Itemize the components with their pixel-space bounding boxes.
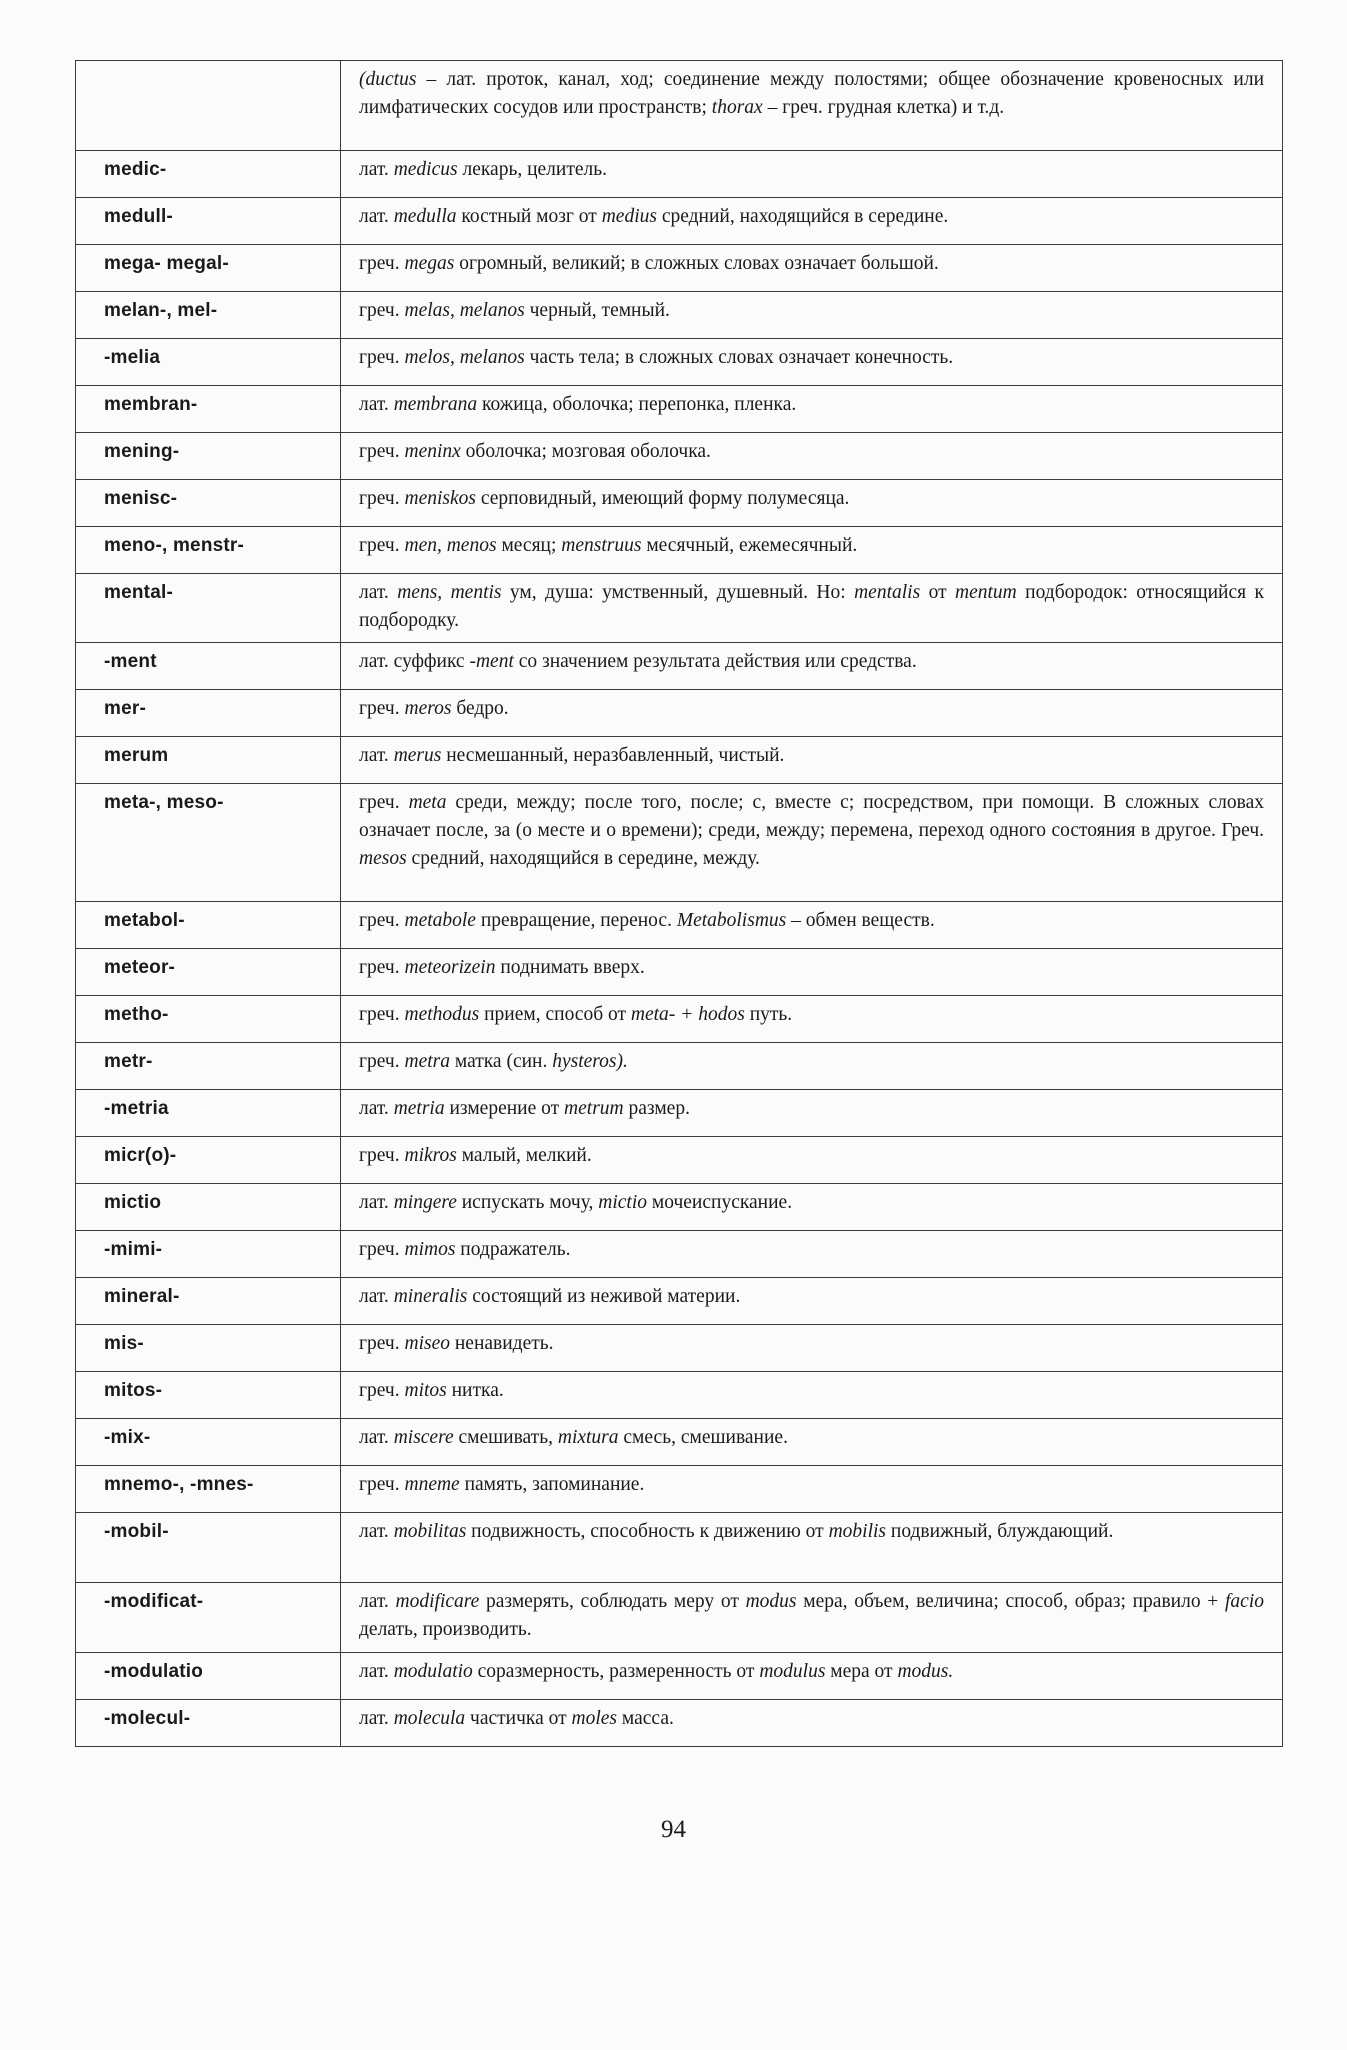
definition-text: месяц; [496,535,562,556]
glossary-row [76,1372,1283,1419]
definition-text: – лат. проток, канал, ход; соединение между полостями; общее обозначение кровеносных или лимфатических сосудов или пространств; [359,69,1264,118]
definition-text: средний, находящийся в середине, между. [406,848,760,869]
definition-italic-term: melos, melanos [404,347,525,368]
glossary-row [76,433,1283,480]
definition-text: размер. [623,1098,690,1119]
definition-text: средний, находящийся в середине. [656,206,949,227]
definition-italic-term: mens, mentis [397,582,502,603]
entry-definition [341,1231,1283,1278]
definition-italic-term: medulla [393,206,457,227]
definition-text: лат. [359,1591,396,1612]
entry-term: -melia [76,339,341,386]
entry-term: mis- [76,1325,341,1372]
entry-definition [341,61,1283,151]
glossary-row [76,1700,1283,1747]
entry-term [76,61,341,151]
entry-term: medic- [76,151,341,198]
entry-definition [341,1700,1283,1747]
glossary-row [76,245,1283,292]
definition-text: месячный, ежемесячный. [641,535,858,556]
definition-text: греч. [359,1333,405,1354]
definition-italic-term: medius [601,206,657,227]
entry-term: mer- [76,690,341,737]
definition-text: память, запоминание. [459,1474,645,1495]
definition-text: греч. [359,535,405,556]
definition-italic-term: meniskos [404,488,476,509]
definition-text: путь. [744,1004,793,1025]
definition-text: лат. [359,1286,394,1307]
entry-definition [341,1583,1283,1653]
definition-text: лат. [359,1427,394,1448]
glossary-row [76,1278,1283,1325]
entry-definition [341,949,1283,996]
glossary-row [76,339,1283,386]
glossary-body [76,61,1283,1747]
definition-text: греч. [359,488,405,509]
glossary-row [76,1583,1283,1653]
definition-text: со значением результата действия или средства. [513,651,917,672]
definition-italic-term: mobilitas [393,1521,467,1542]
definition-text: лат. [359,1661,394,1682]
definition-text: мера, объем, величина; способ, образ; правило + [796,1591,1225,1612]
definition-italic-term: mneme [404,1474,460,1495]
entry-definition [341,198,1283,245]
entry-term: mening- [76,433,341,480]
definition-italic-term: meros [404,698,452,719]
glossary-row [76,574,1283,643]
glossary-row [76,996,1283,1043]
glossary-row [76,1419,1283,1466]
entry-definition [341,574,1283,643]
entry-term: -mimi- [76,1231,341,1278]
entry-term: meno-, menstr- [76,527,341,574]
entry-term: mineral- [76,1278,341,1325]
definition-text: масса. [617,1708,674,1729]
definition-italic-term: medicus [393,159,458,180]
page-number: 94 [661,1816,686,1843]
definition-text: делать, производить. [359,1619,532,1640]
definition-text: несмешанный, неразбавленный, чистый. [441,745,785,766]
definition-text: размерять, соблюдать меру от [479,1591,746,1612]
definition-text: лат. [359,1521,394,1542]
definition-text: состоящий из неживой материи. [467,1286,741,1307]
definition-italic-term: Metabolismus [676,910,787,931]
definition-text: испускать мочу, [456,1192,599,1213]
entry-term: metabol- [76,902,341,949]
definition-italic-term: merus [393,745,442,766]
definition-italic-term: metra [404,1051,450,1072]
definition-text: подвижный, блуждающий. [886,1521,1114,1542]
entry-term: -modificat- [76,1583,341,1653]
entry-definition [341,643,1283,690]
definition-italic-term: mobilis [828,1521,887,1542]
entry-definition [341,339,1283,386]
definition-text: греч. [359,1145,405,1166]
glossary-row [76,1513,1283,1583]
definition-italic-term: modulatio [393,1661,473,1682]
definition-italic-term: modificare [395,1591,480,1612]
glossary-row [76,151,1283,198]
definition-text: смесь, смешивание. [618,1427,788,1448]
definition-text: измерение от [444,1098,565,1119]
entry-definition [341,292,1283,339]
definition-italic-term: thorax [711,97,763,118]
entry-definition [341,151,1283,198]
entry-term: membran- [76,386,341,433]
entry-definition [341,245,1283,292]
definition-italic-term: miscere [393,1427,454,1448]
definition-text: лат. [359,745,394,766]
definition-text: мочеиспускание. [647,1192,793,1213]
glossary-row [76,480,1283,527]
entry-term: menisc- [76,480,341,527]
definition-italic-term: melas, melanos [404,300,525,321]
definition-italic-term: -ment [469,651,514,672]
definition-text: лекарь, целитель. [457,159,608,180]
definition-italic-term: meteorizein [404,957,496,978]
definition-italic-term: methodus [404,1004,480,1025]
definition-italic-term: facio [1225,1591,1264,1612]
glossary-table [75,60,1283,1747]
glossary-row [76,949,1283,996]
glossary-row [76,1325,1283,1372]
definition-text: греч. [359,1004,405,1025]
glossary-row [76,784,1283,902]
glossary-row [76,643,1283,690]
entry-term: metr- [76,1043,341,1090]
definition-text: подбородок: относящийся к подбородку. [359,582,1264,631]
entry-definition [341,1513,1283,1583]
definition-text: лат. [359,394,394,415]
definition-text: греч. [359,910,405,931]
definition-text: огромный, великий; в сложных словах означает большой. [454,253,939,274]
definition-italic-term: meta- + hodos [630,1004,745,1025]
definition-italic-term: miseo [404,1333,450,1354]
entry-definition [341,1372,1283,1419]
entry-term: -ment [76,643,341,690]
entry-definition [341,433,1283,480]
definition-italic-term: mentum [955,582,1017,603]
definition-text: греч. [359,792,409,813]
glossary-row [76,527,1283,574]
entry-term: micr(o)- [76,1137,341,1184]
definition-italic-term: mitos [404,1380,447,1401]
glossary-row [76,1090,1283,1137]
definition-text: мера от [825,1661,898,1682]
glossary-row [76,690,1283,737]
definition-text: часть тела; в сложных словах означает конечность. [524,347,954,368]
glossary-row [76,1137,1283,1184]
definition-italic-term: hysteros). [552,1051,628,1072]
definition-text: греч. [359,698,405,719]
definition-italic-term: molecula [393,1708,466,1729]
definition-italic-term: mimos [404,1239,456,1260]
entry-definition [341,1325,1283,1372]
glossary-row [76,1043,1283,1090]
definition-text: греч. [359,1474,405,1495]
definition-text: лат. [359,1708,394,1729]
entry-definition [341,386,1283,433]
entry-term: -mix- [76,1419,341,1466]
definition-italic-term: mikros [404,1145,457,1166]
definition-text: бедро. [451,698,509,719]
entry-term: metho- [76,996,341,1043]
definition-text: смешивать, [453,1427,558,1448]
definition-text: от [920,582,956,603]
entry-term: mictio [76,1184,341,1231]
glossary-row [76,1466,1283,1513]
definition-text: среди, между; после того, после; с, вместе с; посредством, при помощи. В сложных словах означает после, за (о месте и о времени); среди, между; перемена, переход одного состояния в другое. Греч. [359,792,1264,841]
definition-text: подвижность, способность к движению от [466,1521,829,1542]
definition-italic-term: mineralis [393,1286,468,1307]
entry-definition [341,1137,1283,1184]
entry-term: mitos- [76,1372,341,1419]
definition-text: черный, темный. [524,300,670,321]
glossary-row [76,1231,1283,1278]
entry-term: -molecul- [76,1700,341,1747]
glossary-row [76,198,1283,245]
entry-definition [341,1466,1283,1513]
definition-text: греч. [359,957,405,978]
definition-text: греч. [359,1380,405,1401]
definition-text: лат. [359,1192,394,1213]
entry-definition [341,1278,1283,1325]
entry-term: -metria [76,1090,341,1137]
entry-term: mnemo-, -mnes- [76,1466,341,1513]
definition-text: лат. [359,582,398,603]
definition-text: – обмен веществ. [786,910,935,931]
definition-italic-term: moles [571,1708,618,1729]
entry-term: meta-, meso- [76,784,341,902]
definition-text: частичка от [465,1708,572,1729]
definition-text: кожица, оболочка; перепонка, пленка. [477,394,797,415]
entry-definition [341,1043,1283,1090]
definition-italic-term: (ductus [359,69,417,90]
definition-italic-term: membrana [393,394,478,415]
definition-text: превращение, перенос. [475,910,677,931]
definition-text: лат. [359,1098,394,1119]
definition-text: греч. [359,441,405,462]
definition-italic-term: metabole [404,910,476,931]
definition-text: греч. [359,347,405,368]
definition-text: лат. [359,159,394,180]
definition-text: поднимать вверх. [495,957,645,978]
entry-definition [341,996,1283,1043]
definition-italic-term: mentalis [854,582,921,603]
definition-italic-term: modus. [897,1661,954,1682]
definition-text: нитка. [446,1380,504,1401]
entry-term: -modulatio [76,1653,341,1700]
definition-italic-term: mesos [359,848,407,869]
definition-italic-term: menstruus [561,535,642,556]
definition-text: костный мозг от [456,206,602,227]
definition-text: лат. [359,206,394,227]
entry-definition [341,527,1283,574]
definition-italic-term: mingere [393,1192,457,1213]
definition-text: лат. суффикс [359,651,470,672]
entry-definition [341,737,1283,784]
definition-text: соразмерность, размеренность от [472,1661,760,1682]
glossary-row [76,902,1283,949]
definition-text: ненавидеть. [449,1333,554,1354]
entry-definition [341,784,1283,902]
entry-term: -mobil- [76,1513,341,1583]
entry-definition [341,1184,1283,1231]
definition-text: малый, мелкий. [456,1145,592,1166]
definition-italic-term: metrum [564,1098,624,1119]
definition-italic-term: modus [745,1591,797,1612]
entry-term: meteor- [76,949,341,996]
glossary-row [76,61,1283,151]
definition-text: серповидный, имеющий форму полумесяца. [475,488,850,509]
glossary-row [76,1184,1283,1231]
definition-italic-term: metria [393,1098,445,1119]
definition-text: подражатель. [455,1239,571,1260]
definition-italic-term: men, menos [404,535,497,556]
definition-text: матка (син. [449,1051,553,1072]
definition-text: греч. [359,300,405,321]
entry-term: merum [76,737,341,784]
entry-term: mental- [76,574,341,643]
definition-text: оболочка; мозговая оболочка. [460,441,711,462]
definition-italic-term: meninx [404,441,461,462]
entry-term: melan-, mel- [76,292,341,339]
entry-term: mega- megal- [76,245,341,292]
definition-text: – греч. грудная клетка) и т.д. [762,97,1005,118]
definition-text: ум, душа: умственный, душевный. Но: [501,582,855,603]
entry-definition [341,902,1283,949]
definition-italic-term: meta [408,792,447,813]
definition-italic-term: mictio [598,1192,647,1213]
entry-definition [341,480,1283,527]
entry-definition [341,1090,1283,1137]
entry-definition [341,690,1283,737]
glossary-row [76,292,1283,339]
definition-italic-term: megas [404,253,455,274]
definition-text: греч. [359,1051,405,1072]
glossary-row [76,1653,1283,1700]
entry-definition [341,1419,1283,1466]
definition-text: прием, способ от [479,1004,631,1025]
definition-text: греч. [359,1239,405,1260]
entry-term: medull- [76,198,341,245]
entry-definition [341,1653,1283,1700]
definition-italic-term: mixtura [557,1427,619,1448]
glossary-row [76,737,1283,784]
definition-text: греч. [359,253,405,274]
glossary-row [76,386,1283,433]
definition-italic-term: modulus [759,1661,826,1682]
